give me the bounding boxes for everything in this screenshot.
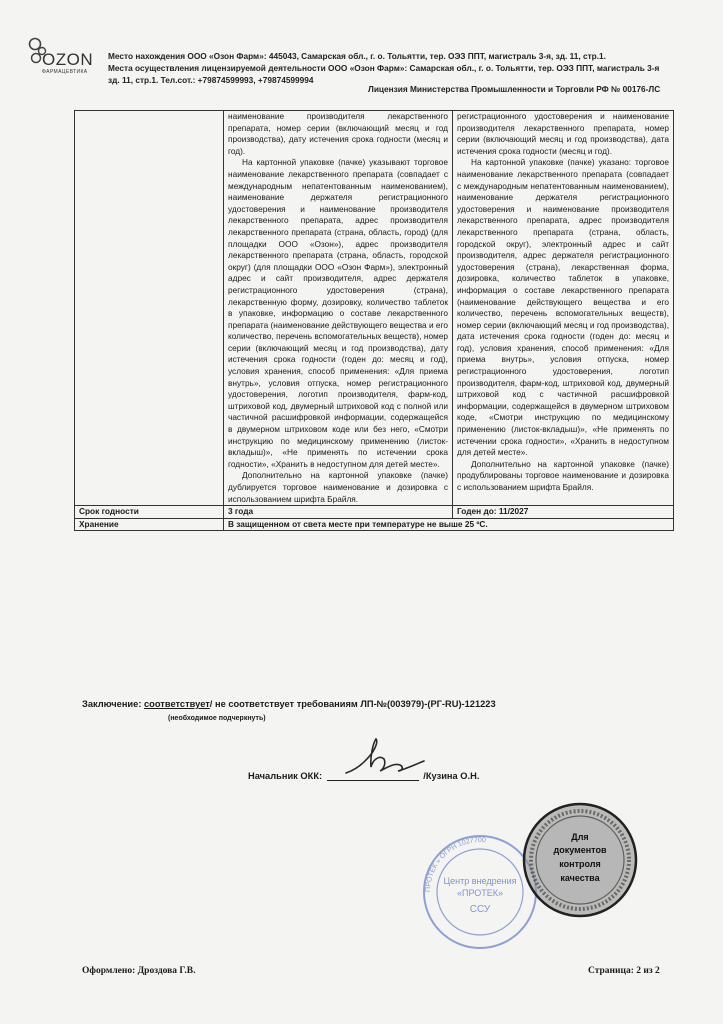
table-row [75,518,674,531]
address-line-2: Места осуществления лицензируемой деятельности ООО «Озон Фарм»: Самарская обл., г. о. Тольятти, тер. ОЭЗ ППТ, магистраль 3-я [108,63,660,73]
black-stamp-line-3: контроля [559,859,601,869]
license-info: Лицензия Министерства Промышленности и Торговли РФ № 00176-ЛС [368,84,661,94]
conclusion-rest: / не соответствует требованиям ЛП-№(003979)-(РГ-RU)-121223 [209,699,496,709]
table-row [75,111,674,506]
signature-name: /Кузина О.Н. [423,771,480,781]
black-stamp-line-2: документов [553,845,607,855]
spec-table [74,110,674,531]
blue-stamp-line-1: Центр внедрения [443,876,517,886]
result-paragraph-3: Дополнительно на картонной упаковке (пачке) продублированы торговое наименование и дозировка с использованием шрифта Брайля. [457,458,669,492]
conclusion-line [82,699,496,709]
requirement-paragraph-3: Дополнительно на картонной упаковке (пачке) дублируется торговое наименование и дозировка с использованием шрифта Брайля. [228,470,448,504]
blue-stamp-line-2: «ПРОТЕК» [456,888,504,898]
blue-stamp-line-3: ССУ [469,904,491,915]
storage-value: В защищенном от света месте при температуре не выше 25 ºС. [224,518,674,531]
table-row [75,506,674,519]
shelf-life-result: Годен до: 11/2027 [453,506,674,519]
conclusion-note: (необходимое подчеркнуть) [168,715,266,722]
blue-stamp-ring-text: ПРОТЕК » ОГРН 1027700 [424,836,487,893]
shelf-life-value: 3 года [224,506,453,519]
requirement-paragraph-2: На картонной упаковке (пачке) указывают торговое наименование лекарственного препарата (совпадает с международным непатентованным наименованием), наименование держателя регистрационного удостоверения и наименование производителя лекарственного препарата, адрес производителя лекарственного препарата (страна, область, город) (для площадки ООО «Озон»), адрес производителя лекарственного препарата (страна, область, городской округ) (для площадки ООО «Озон Фарм»), электронный адрес и сайт производителя, адрес держателя регистрационного удостоверения (страна), лекарственную форму, дозировку, количество таблеток в упаковке, информацию о составе лекарственного препарата (наименование действующего вещества и его количество, перечень вспомогательных веществ), номер серии (включающий месяц и год производства), дату истечения срока годности (годен до: месяц и год), условия хранения, способ применения: «Для приема внутрь», условия отпуска, номер регистрационного удостоверения, логотип производителя, фарм-код, штриховой код, двумерный штриховой код с полной или частичной расшифровкой информации, содержащейся в двумерном штриховом коде или без него, «Смотри инструкцию по медицинскому применению (листок-вкладыш)», «Не применять по истечении срока годности», «Хранить в недоступном для детей месте». [228,157,448,469]
signature-underline [327,770,419,781]
logo-subtitle: ФАРМАЦЕВТИКА [42,69,88,75]
table-cell-requirement [224,111,453,506]
conclusion-complies: соответствует [144,699,210,709]
logo-name: OZON [42,50,94,69]
result-paragraph-2: На картонной упаковке (пачке) указано: торговое наименование лекарственного препарата (совпадает с международным непатентованным наименованием), наименование держателя регистрационного удостоверения и наименование производителя лекарственного препарата, адрес производителя лекарственного препарата (страна, область, городской округ), электронный адрес и сайт производителя, адрес держателя регистрационного удостоверения (страна), лекарственная форма, дозировка, количество таблеток в упаковке, информация о составе лекарственного препарата (наименование действующего вещества и его количество, перечень вспомогательных веществ), номер серии (включающий месяц и год производства), дата истечения срока годности (годен до: месяц и год), условия хранения, способ применения: «Для приема внутрь», условия отпуска, номер регистрационного удостоверения, логотип производителя, фарм-код, штриховой код, двумерный штриховой код с частичной расшифровкой информации, содержащейся в двумерном штриховом коде, «Смотри инструкцию по медицинскому применению (листок-вкладыш)», «Не применять по истечении срока годности», «Хранить в недоступном для детей месте». [457,157,669,458]
ozon-logo [28,36,108,80]
black-stamp-seal [520,800,640,920]
requirement-paragraph-1: наименование производителя лекарственного препарата, номер серии (включающий месяц и год производства), дату истечения срока годности (месяц и год). [228,111,448,156]
signature-title: Начальник ОКК: [248,771,323,781]
table-cell-empty [75,111,224,506]
table-cell-result [453,111,674,506]
black-stamp-line-4: качества [560,873,600,883]
company-address [108,50,668,86]
conclusion-label: Заключение: [82,699,142,709]
address-line-1: Место нахождения ООО «Озон Фарм»: 445043, Самарская обл., г. о. Тольятти, тер. ОЭЗ ППТ, магистраль 3-я, зд. 11, стр.1. [108,51,606,61]
prepared-by: Оформлено: Дроздова Г.В. [82,966,196,976]
signature-line [248,770,479,781]
storage-label: Хранение [75,518,224,531]
page-number: Страница: 2 из 2 [588,966,660,976]
address-line-3: зд. 11, стр.1. Тел.сот.: +79874599993, +79874599994 [108,75,314,85]
black-stamp-line-1: Для [571,832,589,842]
result-paragraph-1: регистрационного удостоверения и наименование производителя лекарственного препарата, номер серии (включающий месяц и год производства), дата истечения срока годности (месяц и год). [457,111,669,156]
shelf-life-label: Срок годности [75,506,224,519]
